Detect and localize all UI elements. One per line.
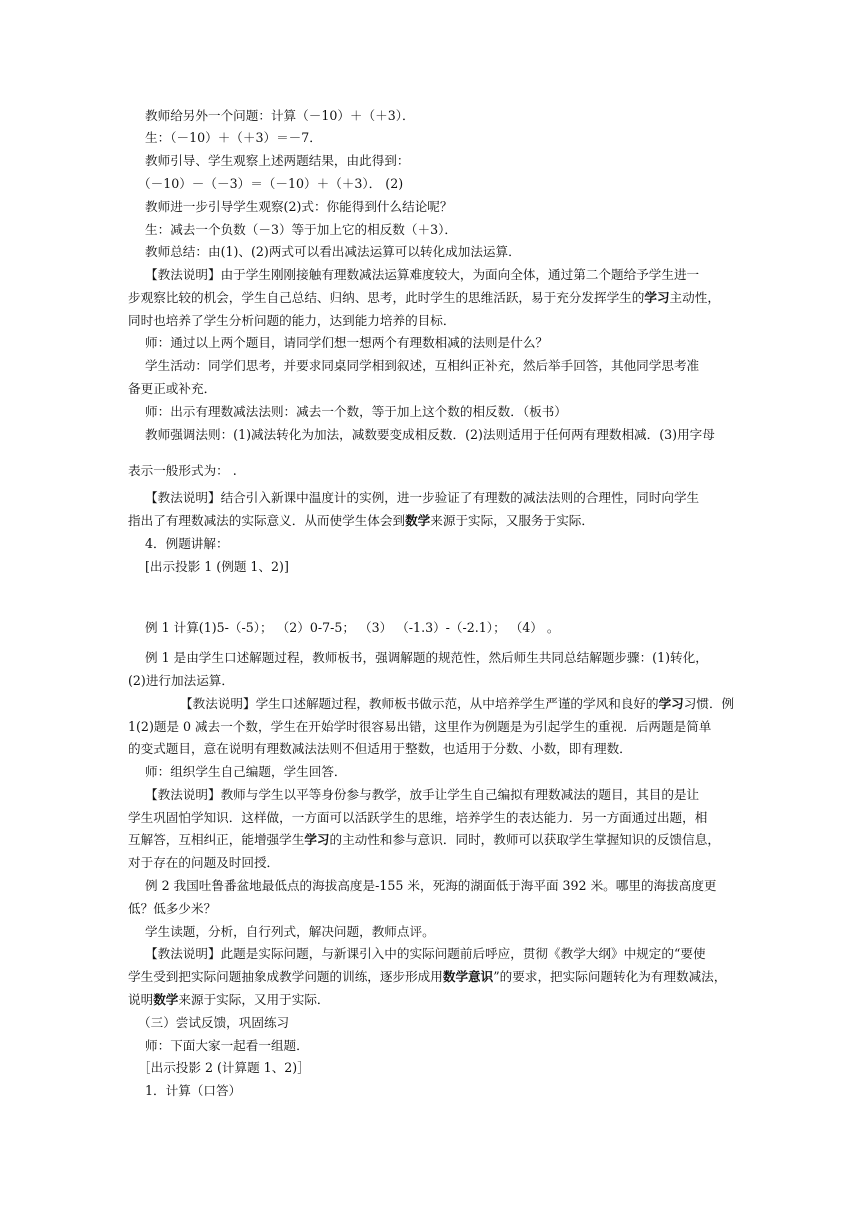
text-line: 学生活动：同学们思考，并要求同桌同学相到叙述，互相纠正补充，然后举手回答，其他同学思考准 [145, 358, 700, 373]
text-line: (2)进行加法运算． [128, 673, 234, 688]
example-line: 例 1 计算(1)5-（-5）； （2）0-7-5； （3） （-1.3）-（-2.1）； （4） 。 [145, 620, 560, 635]
text-line: 指出了有理数减法的实际意义．从而使学生体会到数学来源于实际，又服务于实际． [128, 513, 594, 528]
keyword-math: 数学 [153, 992, 179, 1007]
text-line: 备更正或补充． [128, 381, 217, 396]
text-line: 教师进一步引导学生观察(2)式：你能得到什么结论呢？ [145, 199, 453, 214]
text-line: 学生受到把实际问题抽象成教学问题的训练，逐步形成用数学意识”的要求，把实际问题转化为有理数减法， [128, 969, 727, 984]
text-line: 教师引导、学生观察上述两题结果，由此得到： [145, 153, 410, 168]
text-line: 1．计算（口答） [145, 1083, 242, 1098]
example-line: 例 2 我国吐鲁番盆地最低点的海拔高度是-155 米，死海的湖面低于海平面 392 米。哪里的海拔高度更 [145, 878, 717, 893]
teaching-note: 【教法说明】此题是实际问题，与新课引入中的实际问题前后呼应，贯彻《教学大纲》中规定的“要使 [145, 946, 706, 961]
text-line: 学生读题，分析，自行列式，解决问题，教师点评。 [145, 924, 435, 939]
text-line: [出示投影 1 (例题 1、2)] [145, 559, 289, 574]
keyword-math: 数学 [405, 513, 431, 528]
text-line: 师：组织学生自己编题，学生回答． [145, 764, 347, 779]
text-line: 例 1 是由学生口述解题过程，教师板书，强调解题的规范性，然后师生共同总结解题步骤：(1)转化， [145, 650, 708, 665]
text-line: 生：减去一个负数（－3）等于加上它的相反数（＋3）． [145, 222, 457, 237]
text-line: 表示一般形式为： . [128, 463, 237, 478]
text-line: 教师总结：由(1)、(2)两式可以看出减法运算可以转化成加法运算． [145, 244, 521, 259]
text-line: 的变式题目，意在说明有理数减法法则不但适用于整数，也适用于分数、小数，即有理数． [128, 741, 632, 756]
keyword-study: 学习 [304, 832, 330, 847]
teaching-note: 【教法说明】结合引入新课中温度计的实例，进一步验证了有理数的减法法则的合理性，同时向学生 [145, 490, 700, 505]
equation-line: （－10）－（－3）＝（－10）＋（＋3）． (2) [138, 176, 404, 191]
text-line: 同时也培养了学生分析问题的能力，达到能力培养的目标． [128, 313, 456, 328]
section-heading: （三）尝试反馈，巩固练习 [138, 1015, 290, 1030]
text-line: 师：通过以上两个题目，请同学们想一想两个有理数相减的法则是什么？ [145, 335, 548, 350]
section-heading: 4．例题讲解： [145, 536, 229, 551]
text-line: 教师强调法则：(1)减法转化为加法，减数要变成相反数．(2)法则适用于任何两有理数相减．(3)用字母 [145, 427, 715, 442]
text-line: 师：出示有理数减法法则：减去一个数，等于加上这个数的相反数．（板书） [145, 404, 567, 419]
text-line: 步观察比较的机会，学生自己总结、归纳、思考，此时学生的思维活跃，易于充分发挥学生的学习主动性， [128, 290, 720, 305]
text-line: 说明数学来源于实际，又用于实际． [128, 992, 330, 1007]
teaching-note: 【教法说明】教师与学生以平等身份参与教学，放手让学生自己编拟有理数减法的题目，其目的是让 [145, 787, 700, 802]
text-line: 教师给另外一个问题：计算（－10）＋（＋3）． [145, 108, 415, 123]
text-line: 1(2)题是 0 减去一个数，学生在开始学时很容易出错，这里作为例题是为引起学生的重视．后两题是简单 [128, 719, 712, 734]
teaching-note: 【教法说明】学生口述解题过程，教师板书做示范，从中培养学生严谨的学风和良好的学习习惯．例 [180, 696, 735, 711]
text-line: 生：（－10）＋（＋3）＝－7． [145, 130, 322, 145]
teaching-note: 【教法说明】由于学生刚刚接触有理数减法运算难度较大，为面向全体，通过第二个题给予学生进一 [145, 267, 700, 282]
text-line: 低？低多少米？ [128, 901, 217, 916]
keyword-math-awareness: 数学意识 [442, 969, 494, 984]
keyword-study: 学习 [658, 696, 684, 711]
text-line: ［出示投影 2 (计算题 1、2)］ [138, 1060, 310, 1075]
keyword-study: 学习 [644, 290, 670, 305]
text-line: 学生巩固怕学知识．这样做，一方面可以活跃学生的思维，培养学生的表达能力．另一方面通过出题，相 [128, 810, 708, 825]
text-line: 互解答，互相纠正，能增强学生学习的主动性和参与意识．同时，教师可以获取学生掌握知识的反馈信息， [128, 832, 720, 847]
text-line: 对于存在的问题及时回授． [128, 855, 280, 870]
text-line: 师：下面大家一起看一组题． [145, 1038, 309, 1053]
